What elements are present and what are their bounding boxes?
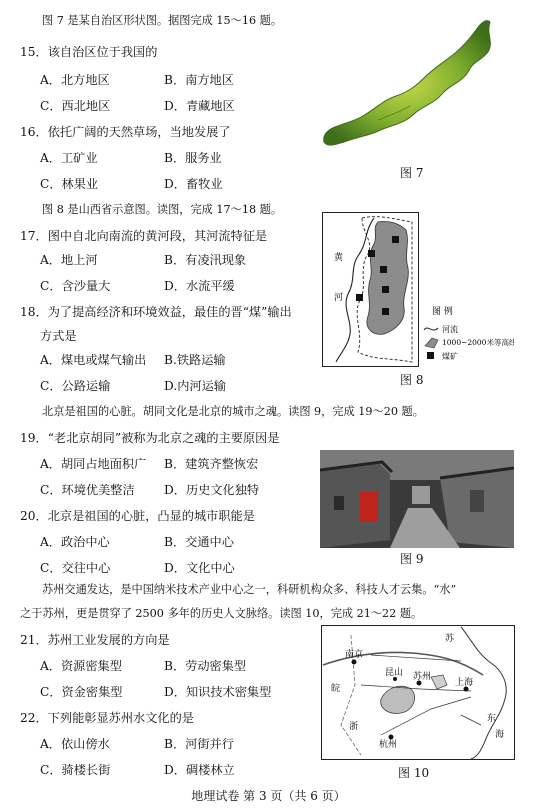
q17-option-b[interactable]: B．有凌汛现象 (164, 253, 247, 267)
q15-option-a[interactable]: A．北方地区 (40, 73, 110, 87)
intro-figure-9: 北京是祖国的心脏。胡同文化是北京的城市之魂。读图 9，完成 19～20 题。 (42, 405, 424, 418)
q21-option-c[interactable]: C．资金密集型 (40, 685, 123, 699)
coal-mine-icon (356, 294, 363, 301)
legend-contour-icon (425, 338, 438, 348)
question-19-stem: 19．“老北京胡同”被称为北京之魂的主要原因是 (20, 431, 280, 445)
q18-option-d[interactable]: D.内河运输 (164, 379, 226, 393)
label-nanjing: 南京 (345, 650, 364, 660)
label-wan: 皖 (331, 684, 341, 694)
q16-option-d[interactable]: D．畜牧业 (164, 177, 223, 191)
figure-10-suzhou-map (321, 625, 515, 760)
intro-figure-10-line2: 之于苏州，更是贯穿了 2500 多年的历史人文脉络。读图 10，完成 21～22 题。 (20, 607, 423, 620)
label-su: 苏 (445, 634, 455, 644)
label-zhe: 浙 (349, 722, 359, 732)
q15-option-c[interactable]: C．西北地区 (40, 99, 111, 113)
figure-9-hutong-painting (320, 450, 514, 548)
figure-7-caption: 图 7 (400, 166, 424, 180)
q16-option-b[interactable]: B．服务业 (164, 151, 222, 165)
label-hangzhou: 杭州 (379, 740, 398, 750)
q21-option-b[interactable]: B．劳动密集型 (164, 659, 247, 673)
q16-option-a[interactable]: A．工矿业 (40, 151, 98, 165)
figure-7-region-shape (318, 16, 513, 161)
coal-mine-icon (392, 236, 399, 243)
q20-option-d[interactable]: D．文化中心 (164, 561, 235, 575)
q22-option-b[interactable]: B．河街并行 (164, 737, 234, 751)
page-footer: 地理试卷 第 3 页（共 6 页） (191, 789, 346, 803)
coal-mine-icon (382, 308, 389, 315)
legend-river-icon (424, 328, 438, 330)
label-dong: 东 (487, 714, 497, 724)
question-17-stem: 17．图中自北向南流的黄河段，其河流特征是 (20, 229, 268, 243)
q17-option-d[interactable]: D．水流平缓 (164, 279, 235, 293)
q20-option-b[interactable]: B．交通中心 (164, 535, 234, 549)
figure-8-caption: 图 8 (400, 373, 424, 387)
q17-option-c[interactable]: C．含沙量大 (40, 279, 111, 293)
q17-option-a[interactable]: A．地上河 (40, 253, 98, 267)
river-label-huang: 黄 (334, 253, 344, 263)
question-22-stem: 22．下列能彰显苏州水文化的是 (20, 711, 194, 725)
legend-river-label: 河流 (442, 325, 458, 334)
label-kunshan: 昆山 (385, 668, 404, 678)
label-hai: 海 (495, 730, 505, 740)
coal-mine-icon (368, 250, 375, 257)
question-15-stem: 15．该自治区位于我国的 (20, 45, 158, 59)
question-18-stem-line2: 方式是 (40, 329, 77, 343)
label-shanghai: 上海 (455, 678, 474, 688)
q19-option-d[interactable]: D．历史文化独特 (164, 483, 260, 497)
label-suzhou: 苏州 (413, 672, 432, 682)
legend-coal-icon (427, 352, 434, 359)
legend-title: 图 例 (432, 307, 453, 317)
q22-option-c[interactable]: C．骑楼长街 (40, 763, 111, 777)
q20-option-c[interactable]: C．交往中心 (40, 561, 111, 575)
q19-option-b[interactable]: B．建筑齐整恢宏 (164, 457, 259, 471)
q16-option-c[interactable]: C．林果业 (40, 177, 99, 191)
q22-option-d[interactable]: D．碉楼林立 (164, 763, 235, 777)
q19-option-a[interactable]: A．胡同占地面积广 (40, 457, 147, 471)
q18-option-a[interactable]: A．煤电或煤气输出 (40, 353, 147, 367)
question-18-stem-line1: 18．为了提高经济和环境效益，最佳的晋“煤”输出 (20, 305, 292, 319)
figure-9-caption: 图 9 (400, 552, 424, 566)
intro-figure-7: 图 7 是某自治区形状图。据图完成 15～16 题。 (42, 14, 283, 27)
question-16-stem: 16．依托广阔的天然草场，当地发展了 (20, 125, 231, 139)
legend-coal-label: 煤矿 (442, 352, 458, 361)
question-21-stem: 21．苏州工业发展的方向是 (20, 633, 170, 647)
figure-10-caption: 图 10 (398, 766, 430, 780)
q15-option-d[interactable]: D．青藏地区 (164, 99, 235, 113)
q15-option-b[interactable]: B．南方地区 (164, 73, 234, 87)
red-door (360, 492, 378, 522)
question-20-stem: 20．北京是祖国的心脏，凸显的城市职能是 (20, 509, 255, 523)
q22-option-a[interactable]: A．依山傍水 (40, 737, 110, 751)
legend-contour-label: 1000~2000米等高线 (442, 338, 514, 347)
q18-option-c[interactable]: C．公路运输 (40, 379, 111, 393)
q20-option-a[interactable]: A．政治中心 (40, 535, 110, 549)
q21-option-a[interactable]: A．资源密集型 (40, 659, 122, 673)
figure-8-shanxi-map (322, 212, 514, 367)
q21-option-d[interactable]: D．知识技术密集型 (164, 685, 272, 699)
intro-figure-10-line1: 苏州交通发达，是中国纳米技术产业中心之一，科研机构众多、科技人才云集。“水” (42, 583, 457, 596)
intro-figure-8: 图 8 是山西省示意图。读图，完成 17～18 题。 (42, 203, 283, 216)
q19-option-c[interactable]: C．环境优美整洁 (40, 483, 135, 497)
q18-option-b[interactable]: B.铁路运输 (164, 353, 226, 367)
coal-mine-icon (382, 286, 389, 293)
coal-mine-icon (380, 266, 387, 273)
river-label-he: 河 (334, 293, 344, 303)
